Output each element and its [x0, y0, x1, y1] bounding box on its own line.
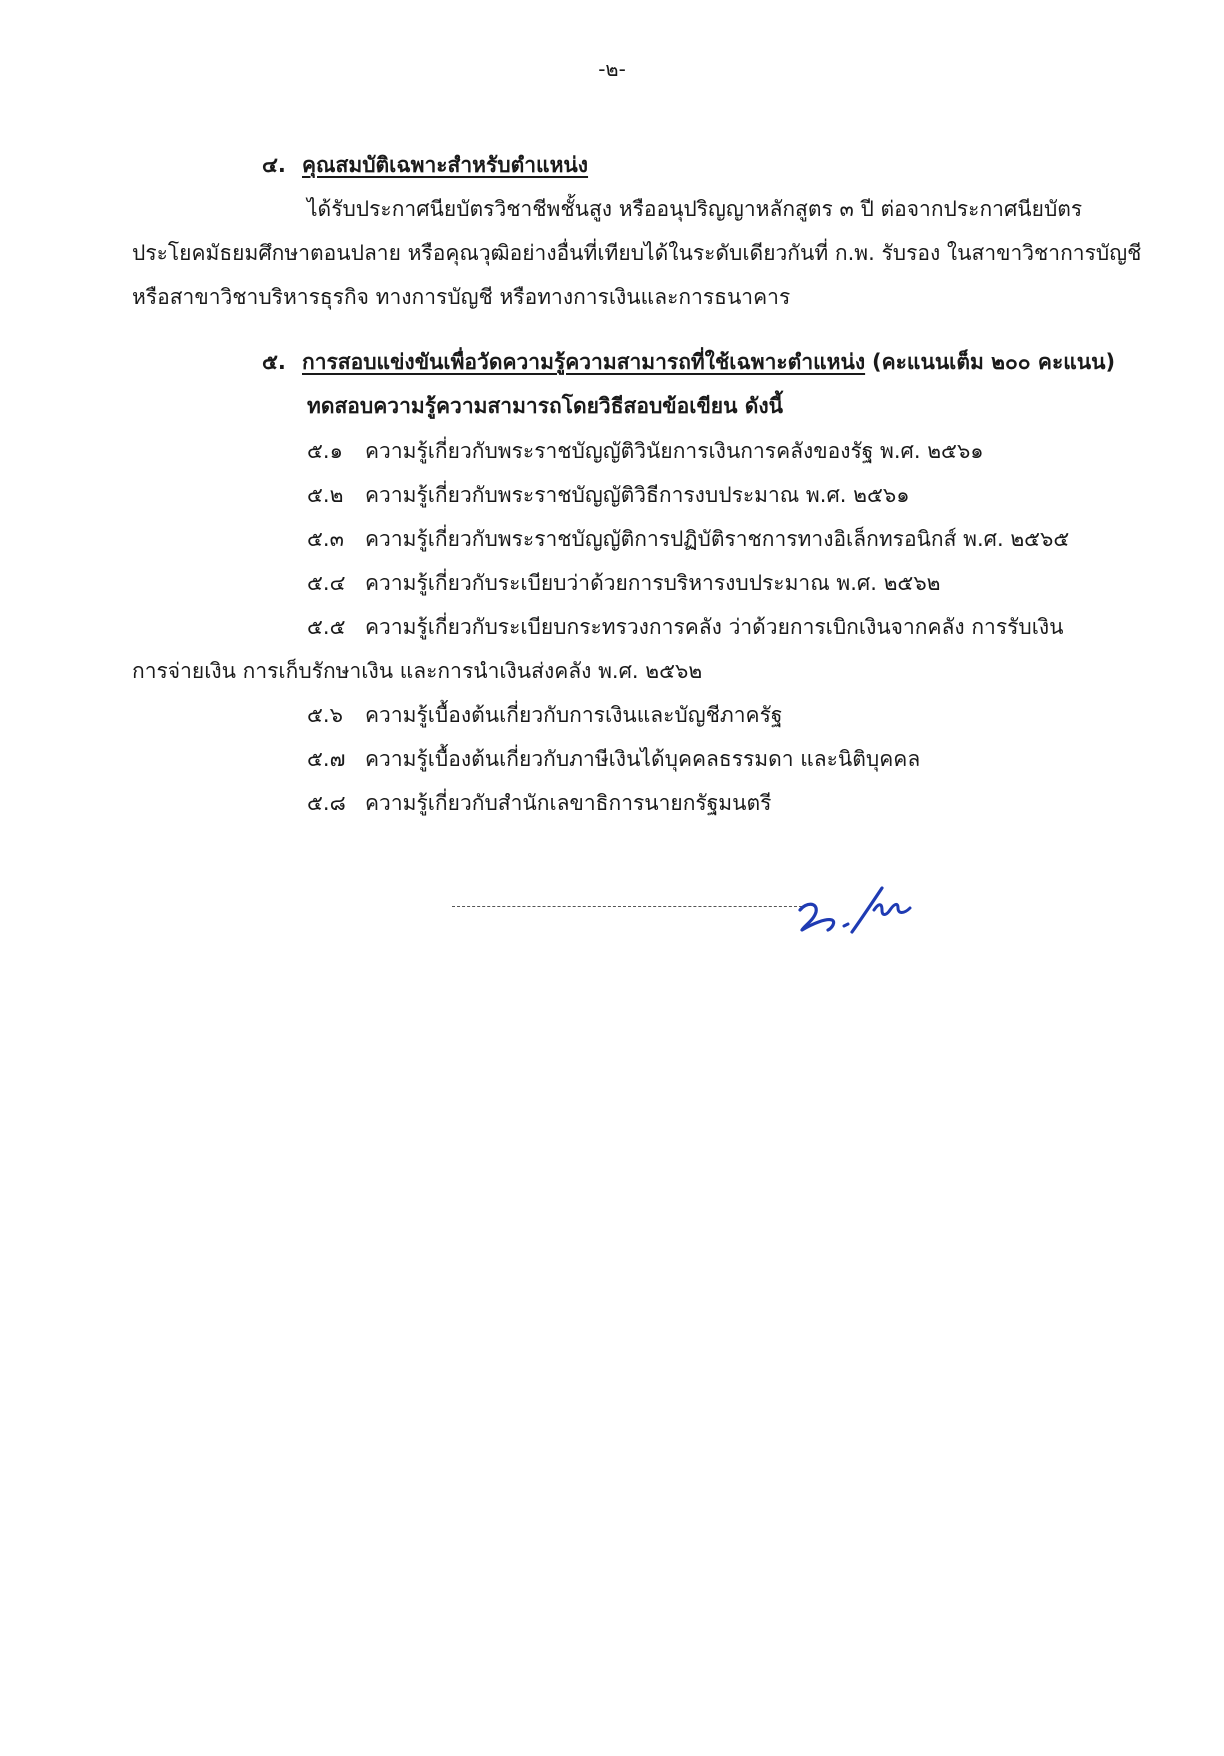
- list-item-text: ความรู้เกี่ยวกับระเบียบว่าด้วยการบริหารงบประมาณ พ.ศ. ๒๕๖๒: [365, 571, 941, 595]
- list-item-number: ๕.๒: [307, 483, 344, 507]
- section5-heading: การสอบแข่งขันเพื่อวัดความรู้ความสามารถที่ใช้เฉพาะตำแหน่ง: [302, 350, 866, 374]
- list-item-text: ความรู้เบื้องต้นเกี่ยวกับการเงินและบัญชีภาครัฐ: [365, 703, 783, 727]
- list-item-number: ๕.๑: [307, 439, 343, 463]
- page-number: -๒-: [598, 57, 626, 81]
- list-item-number: ๕.๗: [307, 747, 346, 771]
- list-item-continuation: การจ่ายเงิน การเก็บรักษาเงิน และการนำเงินส่งคลัง พ.ศ. ๒๕๖๒: [132, 659, 703, 683]
- list-item-number: ๕.๔: [307, 571, 346, 595]
- section4-line-2: ประโยคมัธยมศึกษาตอนปลาย หรือคุณวุฒิอย่างอื่นที่เทียบได้ในระดับเดียวกันที่ ก.พ. รับรอง ในสาขาวิชาการบัญชี: [132, 241, 1142, 265]
- list-item-number: ๕.๘: [307, 791, 346, 815]
- section5-subheading: ทดสอบความรู้ความสามารถโดยวิธีสอบข้อเขียน ดังนี้: [307, 394, 784, 418]
- list-item-number: ๕.๓: [307, 527, 344, 551]
- signature-line: [452, 906, 802, 907]
- section5-score-note: (คะแนนเต็ม ๒๐๐ คะแนน): [872, 350, 1116, 374]
- list-item-text: ความรู้เกี่ยวกับพระราชบัญญัติวินัยการเงินการคลังของรัฐ พ.ศ. ๒๕๖๑: [365, 439, 984, 463]
- list-item-text: ความรู้เกี่ยวกับระเบียบกระทรวงการคลัง ว่าด้วยการเบิกเงินจากคลัง การรับเงิน: [365, 615, 1064, 639]
- section4-heading: คุณสมบัติเฉพาะสำหรับตำแหน่ง: [302, 153, 589, 177]
- list-item-text: ความรู้เบื้องต้นเกี่ยวกับภาษีเงินได้บุคคลธรรมดา และนิติบุคคล: [365, 747, 921, 771]
- handwritten-signature-icon: [792, 880, 932, 940]
- section4-number: ๔.: [262, 153, 286, 177]
- list-item-text: ความรู้เกี่ยวกับสำนักเลขาธิการนายกรัฐมนตรี: [365, 791, 772, 815]
- section5-number: ๕.: [262, 350, 286, 374]
- list-item-text: ความรู้เกี่ยวกับพระราชบัญญัติวิธีการงบประมาณ พ.ศ. ๒๕๖๑: [365, 483, 910, 507]
- list-item-text: ความรู้เกี่ยวกับพระราชบัญญัติการปฏิบัติราชการทางอิเล็กทรอนิกส์ พ.ศ. ๒๕๖๕: [365, 527, 1070, 551]
- list-item-number: ๕.๖: [307, 703, 343, 727]
- section4-line-3: หรือสาขาวิชาบริหารธุรกิจ ทางการบัญชี หรือทางการเงินและการธนาคาร: [132, 285, 791, 309]
- section4-line-1: ได้รับประกาศนียบัตรวิชาชีพชั้นสูง หรืออนุปริญญาหลักสูตร ๓ ปี ต่อจากประกาศนียบัตร: [307, 197, 1083, 221]
- list-item-number: ๕.๕: [307, 615, 346, 639]
